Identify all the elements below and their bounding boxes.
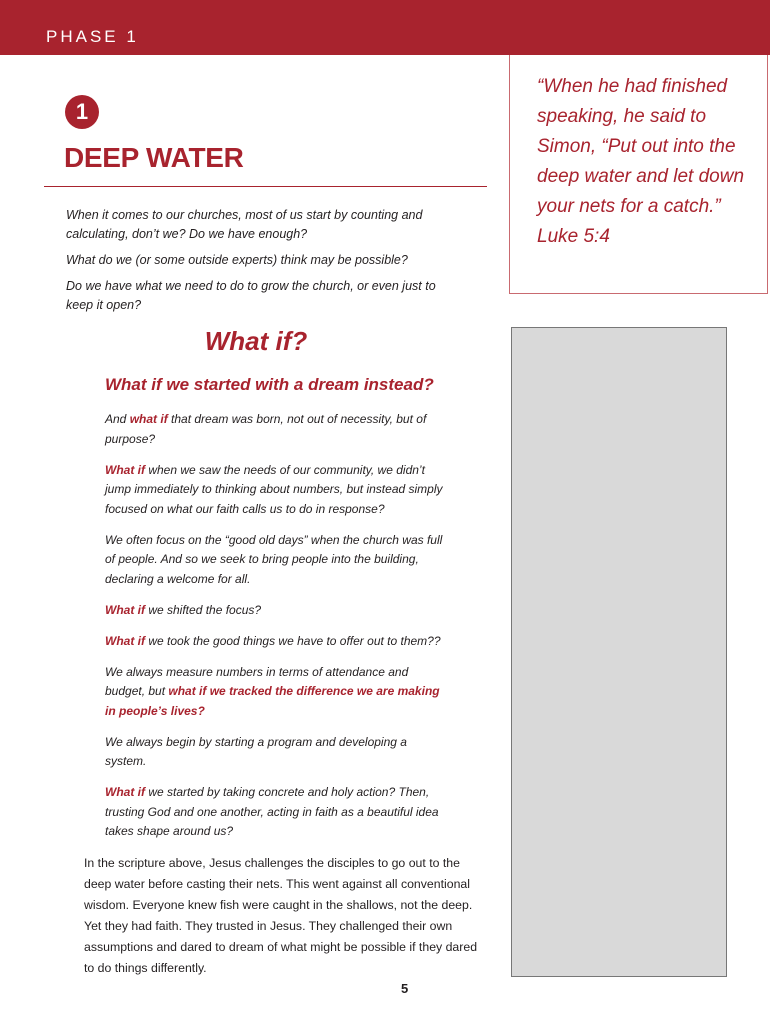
intro-block bbox=[66, 206, 466, 322]
text-run: we shifted the focus? bbox=[145, 602, 262, 617]
intro-paragraph: Do we have what we need to do to grow the church, or even just to keep it open? bbox=[66, 279, 436, 312]
text-run: And bbox=[105, 412, 130, 426]
what-if-heading: What if? bbox=[204, 326, 308, 356]
body-paragraph: We always begin by starting a program and developing a system. bbox=[105, 734, 407, 768]
quote-reference: Luke 5:4 bbox=[537, 226, 610, 247]
body-paragraph bbox=[105, 601, 445, 621]
image-placeholder bbox=[511, 327, 727, 977]
body-paragraph: We often focus on the “good old days” when the church was full of people. And so we seek to bring people into the building, declaring a welcome for all. bbox=[105, 532, 443, 586]
highlight-text: What if bbox=[105, 633, 145, 648]
title-divider bbox=[44, 186, 487, 187]
text-run: we started by taking concrete and holy action? Then, trusting God and one another, acting in faith as a beautiful idea takes shape around us? bbox=[105, 785, 439, 838]
phase-label: PHASE 1 bbox=[46, 27, 139, 46]
body-paragraph bbox=[105, 461, 445, 520]
text-run: that dream was born, not out of necessity, but of purpose? bbox=[105, 412, 427, 446]
highlight-text: What if bbox=[105, 462, 145, 477]
highlight-text: What if bbox=[105, 602, 145, 617]
page-number: 5 bbox=[401, 981, 409, 996]
scripture-quote bbox=[537, 72, 757, 252]
closing-paragraph: In the scripture above, Jesus challenges the disciples to go out to the deep water before casting their nets. This went against all conventional wisdom. Everyone knew fish were caught in the shallows, not the deep. Yet they had faith. They trusted in Jesus. They challenged their own assumptions and dared to dream of what might be possible if they dared to do things differently. bbox=[84, 856, 478, 975]
quote-text: “When he had finished speaking, he said to Simon, “Put out into the deep water and let down your nets for a catch.” bbox=[537, 76, 745, 217]
highlight-text: What if bbox=[105, 785, 145, 799]
body-paragraph bbox=[105, 410, 445, 449]
body-paragraph bbox=[105, 783, 445, 842]
highlight-text: what if bbox=[129, 412, 168, 426]
body-paragraph bbox=[105, 632, 445, 652]
intro-paragraph: When it comes to our churches, most of us start by counting and calculating, don’t we? Do we have enough? bbox=[66, 208, 423, 241]
what-if-body bbox=[105, 410, 445, 853]
highlight-text: what if we tracked the difference we are making in people’s lives? bbox=[105, 684, 440, 718]
text-run: we took the good things we have to offer out to them?? bbox=[145, 633, 441, 648]
what-if-subheading: What if we started with a dream instead? bbox=[105, 375, 434, 394]
body-paragraph bbox=[105, 663, 445, 722]
page-title: DEEP WATER bbox=[64, 142, 244, 173]
section-number-badge: 1 bbox=[65, 95, 99, 129]
intro-paragraph: What do we (or some outside experts) think may be possible? bbox=[66, 253, 408, 267]
text-run: when we saw the needs of our community, we didn’t jump immediately to thinking about numbers, but instead simply focused on what our faith calls us to do in response? bbox=[105, 462, 443, 516]
text-run: We always measure numbers in terms of attendance and budget, but bbox=[105, 664, 409, 698]
